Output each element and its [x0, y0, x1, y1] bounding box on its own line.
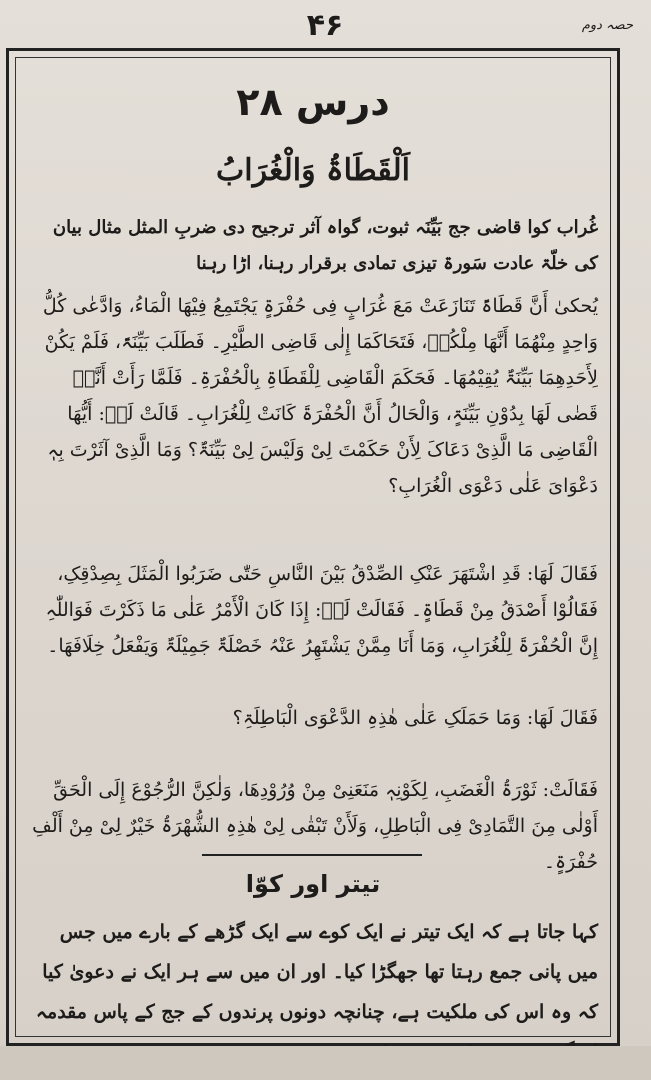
- arabic-paragraph-4: فَقَالَتْ: ثَوْرَۃُ الْغَضَبِ، لِکَوْنِہٖ مَنَعَنِیْ مِنْ وُرُوْدِهَا، وَلٰکِنَّ الرُّجُوْعَ إِلَی الْحَقِّ أَوْلٰی مِنَ التَّمَادِیْ فِی الْبَاطِلِ، وَلَأَنْ تَبْقٰی لِیْ هٰذِہِ الشُّهْرَۃُ خَیْرٌ لِیْ مِنْ أَلْفِ حُفْرَۃٍ۔: [32, 779, 598, 873]
- arabic-paragraph-1: یُحکیٰ أَنَّ قَطَاۃً تَنَازَعَتْ مَعَ غُرَابٍ فِی حُفْرَۃٍ یَجْتَمِعُ فِیْهَا الْمَاءُ، وَادَّعٰی کُلُّ وَاحِدٍ مِنْهُمَا أَنَّهَا مِلْکُہٗ، فَتَحَاکَمَا إِلٰی قَاضِی الطَّیْرِ۔ فَطَلَبَ بَیِّنَۃً، فَلَمْ یَکُنْ لِأَحَدِهِمَا بَیِّنَۃٌ یُقِیْمُهَا۔ فَحَکَمَ الْقَاضِی لِلْقَطَاۃِ بِالْحُفْرَۃِ۔ فَلَمَّا رَأَتْ أَنَّہٗ قَضٰی لَهَا بِدُوْنِ بَیِّنَۃٍ، وَالْحَالُ أَنَّ الْحُفْرَۃَ کَانَتْ لِلْغُرَابِ۔ قَالَتْ لَہٗ: أَیُّهَا الْقَاضِی مَا الَّذِیْ دَعَاکَ لِأَنْ حَکَمْتَ لِیْ وَلَیْسَ لِیْ بَیِّنَۃٌ؟ وَمَا الَّذِیْ آثَرْتَ بِہٖ دَعْوَایَ عَلٰی دَعْوَی الْغُرَابِ؟: [42, 295, 598, 497]
- arabic-paragraph-2: فَقَالَ لَهَا: قَدِ اشْتَهَرَ عَنْکِ الصِّدْقُ بَیْنَ النَّاسِ حَتّٰی ضَرَبُوا الْمَثَلَ بِصِدْقِکِ، فَقَالُوْا أَصْدَقُ مِنْ قَطَاۃٍ۔ فَقَالَتْ لَہٗ: إِذَا کَانَ الْأَمْرُ عَلٰی مَا ذَکَرْتَ فَوَاللّٰہِ إِنَّ الْحُفْرَۃَ لِلْغُرَابِ، وَمَا أَنَا مِمَّنْ یَشْتَهِرُ عَنْہُ خَصْلَۃٌ جَمِیْلَۃٌ وَیَفْعَلُ خِلَافَهَا۔: [45, 563, 598, 657]
- arabic-paragraph-3: فَقَالَ لَهَا: وَمَا حَمَلَکِ عَلٰی هٰذِہِ الدَّعْوَی الْبَاطِلَۃِ؟: [232, 707, 598, 729]
- lesson-title: درس ۲۸: [236, 80, 390, 124]
- page-content: [22, 60, 604, 1030]
- story-title: اَلْقَطَاۃُ وَالْغُرَابُ: [216, 153, 410, 188]
- page-number: ۴۶: [306, 8, 344, 43]
- part-label: حصہ دوم: [581, 18, 633, 33]
- urdu-paragraph: کہا جاتا ہے کہ ایک تیتر نے ایک کوے سے ایک گڑھے کے بارے میں جس میں پانی جمع رہتا تھا جھگڑا کیا۔ اور ان میں سے ہر ایک نے دعویٰ کیا کہ وہ اس کی ملکیت ہے، چنانچہ دونوں پرندوں کے جج کے پاس مقدمہ: [35, 921, 598, 1023]
- section-divider: [202, 854, 422, 856]
- vocabulary-line: غُراب کوا قاضی جج بَیِّنَہ ثبوت، گواہ آثر ترجیح دی ضربِ المثل مثال بیان کی خلّۃ عادت سَورۃ تیزی تمادی برقرار رہنا، اڑا رہنا: [52, 217, 598, 274]
- page-bottom-edge: [0, 1046, 651, 1080]
- urdu-section-title: تیتر اور کوّا: [245, 870, 381, 898]
